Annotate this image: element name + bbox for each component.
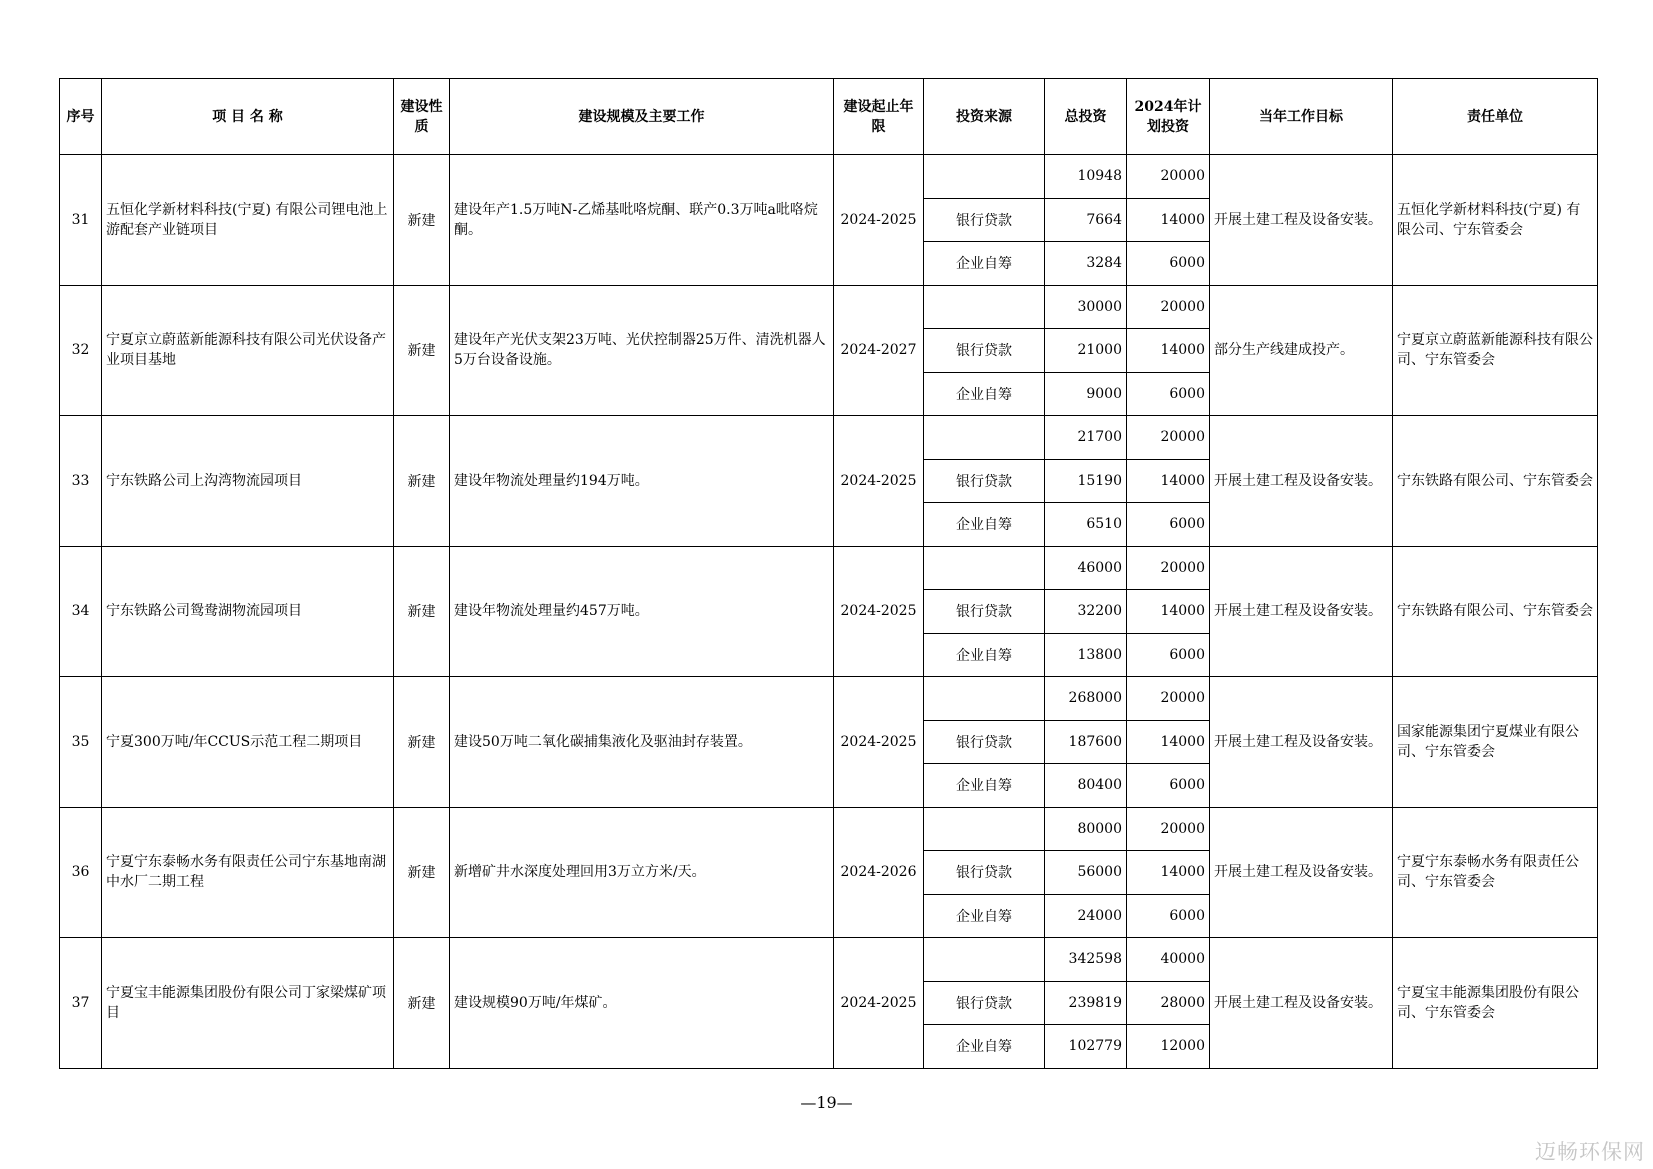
- header-unit: 责任单位: [1393, 79, 1598, 155]
- table-row: [60, 155, 1598, 199]
- cell-source: [924, 546, 1045, 590]
- cell-plan: 20000: [1127, 416, 1210, 460]
- header-plan: 2024年计划投资: [1127, 79, 1210, 155]
- header-row: [60, 79, 1598, 155]
- cell-project-name: 宁夏京立蔚蓝新能源科技有限公司光伏设备产业项目基地: [102, 285, 394, 416]
- cell-total: 13800: [1045, 633, 1127, 677]
- cell-total: 10948: [1045, 155, 1127, 199]
- cell-plan: 14000: [1127, 590, 1210, 634]
- table-row: [60, 938, 1598, 982]
- cell-nature: 新建: [394, 677, 450, 808]
- cell-project-name: 宁夏宁东泰畅水务有限责任公司宁东基地南湖中水厂二期工程: [102, 807, 394, 938]
- cell-total: 9000: [1045, 372, 1127, 416]
- cell-unit: 宁夏宝丰能源集团股份有限公司、宁东管委会: [1393, 938, 1598, 1069]
- cell-source: 银行贷款: [924, 851, 1045, 895]
- cell-period: 2024-2026: [834, 807, 924, 938]
- cell-source: 银行贷款: [924, 590, 1045, 634]
- cell-period: 2024-2025: [834, 155, 924, 286]
- cell-total: 56000: [1045, 851, 1127, 895]
- cell-seq: 35: [60, 677, 102, 808]
- header-name: 项 目 名 称: [102, 79, 394, 155]
- cell-total: 32200: [1045, 590, 1127, 634]
- cell-goal: 部分生产线建成投产。: [1210, 285, 1393, 416]
- cell-plan: 6000: [1127, 242, 1210, 286]
- cell-project-name: 宁夏300万吨/年CCUS示范工程二期项目: [102, 677, 394, 808]
- cell-plan: 40000: [1127, 938, 1210, 982]
- cell-plan: 6000: [1127, 894, 1210, 938]
- cell-total: 21700: [1045, 416, 1127, 460]
- header-goal: 当年工作目标: [1210, 79, 1393, 155]
- cell-seq: 36: [60, 807, 102, 938]
- cell-scope: 建设50万吨二氧化碳捕集液化及驱油封存装置。: [450, 677, 834, 808]
- header-period: 建设起止年限: [834, 79, 924, 155]
- cell-nature: 新建: [394, 416, 450, 547]
- cell-source: [924, 416, 1045, 460]
- cell-period: 2024-2025: [834, 938, 924, 1069]
- cell-total: 30000: [1045, 285, 1127, 329]
- cell-total: 7664: [1045, 198, 1127, 242]
- table-row: [60, 546, 1598, 590]
- cell-goal: 开展土建工程及设备安装。: [1210, 807, 1393, 938]
- cell-unit: 五恒化学新材料科技(宁夏) 有限公司、宁东管委会: [1393, 155, 1598, 286]
- cell-seq: 37: [60, 938, 102, 1069]
- cell-source: 企业自筹: [924, 1025, 1045, 1069]
- cell-nature: 新建: [394, 546, 450, 677]
- cell-source: [924, 807, 1045, 851]
- cell-period: 2024-2025: [834, 416, 924, 547]
- cell-total: 80400: [1045, 764, 1127, 808]
- cell-goal: 开展土建工程及设备安装。: [1210, 677, 1393, 808]
- cell-source: 企业自筹: [924, 503, 1045, 547]
- cell-plan: 14000: [1127, 329, 1210, 373]
- cell-plan: 20000: [1127, 155, 1210, 199]
- cell-unit: 国家能源集团宁夏煤业有限公司、宁东管委会: [1393, 677, 1598, 808]
- cell-source: 企业自筹: [924, 372, 1045, 416]
- cell-total: 187600: [1045, 720, 1127, 764]
- cell-unit: 宁夏京立蔚蓝新能源科技有限公司、宁东管委会: [1393, 285, 1598, 416]
- cell-plan: 6000: [1127, 372, 1210, 416]
- cell-scope: 建设年产1.5万吨N-乙烯基吡咯烷酮、联产0.3万吨a吡咯烷酮。: [450, 155, 834, 286]
- cell-seq: 32: [60, 285, 102, 416]
- header-seq: 序号: [60, 79, 102, 155]
- cell-unit: 宁夏宁东泰畅水务有限责任公司、宁东管委会: [1393, 807, 1598, 938]
- table-row: [60, 416, 1598, 460]
- page-number: —19—: [800, 1093, 853, 1112]
- cell-source: [924, 677, 1045, 721]
- cell-total: 80000: [1045, 807, 1127, 851]
- cell-plan: 14000: [1127, 851, 1210, 895]
- cell-plan: 20000: [1127, 677, 1210, 721]
- cell-nature: 新建: [394, 807, 450, 938]
- cell-total: 3284: [1045, 242, 1127, 286]
- cell-source: 企业自筹: [924, 633, 1045, 677]
- cell-project-name: 宁东铁路公司鸳鸯湖物流园项目: [102, 546, 394, 677]
- cell-plan: 6000: [1127, 764, 1210, 808]
- cell-total: 342598: [1045, 938, 1127, 982]
- header-source: 投资来源: [924, 79, 1045, 155]
- cell-scope: 建设年物流处理量约457万吨。: [450, 546, 834, 677]
- cell-goal: 开展土建工程及设备安装。: [1210, 416, 1393, 547]
- cell-goal: 开展土建工程及设备安装。: [1210, 155, 1393, 286]
- cell-source: [924, 155, 1045, 199]
- cell-total: 46000: [1045, 546, 1127, 590]
- cell-source: 银行贷款: [924, 981, 1045, 1025]
- cell-total: 268000: [1045, 677, 1127, 721]
- cell-plan: 12000: [1127, 1025, 1210, 1069]
- cell-total: 15190: [1045, 459, 1127, 503]
- cell-seq: 31: [60, 155, 102, 286]
- cell-project-name: 宁夏宝丰能源集团股份有限公司丁家梁煤矿项目: [102, 938, 394, 1069]
- project-table: [59, 78, 1598, 1069]
- cell-scope: 新增矿井水深度处理回用3万立方米/天。: [450, 807, 834, 938]
- table-row: [60, 807, 1598, 851]
- cell-plan: 20000: [1127, 546, 1210, 590]
- cell-total: 102779: [1045, 1025, 1127, 1069]
- table-row: [60, 285, 1598, 329]
- header-nature: 建设性质: [394, 79, 450, 155]
- cell-scope: 建设年物流处理量约194万吨。: [450, 416, 834, 547]
- cell-period: 2024-2025: [834, 677, 924, 808]
- header-scope: 建设规模及主要工作: [450, 79, 834, 155]
- cell-plan: 20000: [1127, 285, 1210, 329]
- cell-seq: 33: [60, 416, 102, 547]
- cell-period: 2024-2025: [834, 546, 924, 677]
- cell-goal: 开展土建工程及设备安装。: [1210, 938, 1393, 1069]
- cell-plan: 6000: [1127, 503, 1210, 547]
- cell-plan: 14000: [1127, 198, 1210, 242]
- header-total: 总投资: [1045, 79, 1127, 155]
- cell-source: 银行贷款: [924, 198, 1045, 242]
- cell-total: 239819: [1045, 981, 1127, 1025]
- table-row: [60, 677, 1598, 721]
- cell-unit: 宁东铁路有限公司、宁东管委会: [1393, 546, 1598, 677]
- cell-nature: 新建: [394, 938, 450, 1069]
- cell-goal: 开展土建工程及设备安装。: [1210, 546, 1393, 677]
- cell-project-name: 五恒化学新材料科技(宁夏) 有限公司锂电池上游配套产业链项目: [102, 155, 394, 286]
- cell-source: [924, 938, 1045, 982]
- cell-plan: 28000: [1127, 981, 1210, 1025]
- watermark-logo: 迈畅环保网: [1535, 1140, 1645, 1164]
- cell-plan: 20000: [1127, 807, 1210, 851]
- cell-seq: 34: [60, 546, 102, 677]
- cell-period: 2024-2027: [834, 285, 924, 416]
- cell-total: 24000: [1045, 894, 1127, 938]
- cell-nature: 新建: [394, 285, 450, 416]
- cell-scope: 建设规模90万吨/年煤矿。: [450, 938, 834, 1069]
- cell-scope: 建设年产光伏支架23万吨、光伏控制器25万件、清洗机器人5万台设备设施。: [450, 285, 834, 416]
- cell-source: 银行贷款: [924, 329, 1045, 373]
- cell-plan: 6000: [1127, 633, 1210, 677]
- cell-source: 企业自筹: [924, 242, 1045, 286]
- cell-total: 21000: [1045, 329, 1127, 373]
- cell-plan: 14000: [1127, 459, 1210, 503]
- cell-total: 6510: [1045, 503, 1127, 547]
- cell-source: 银行贷款: [924, 720, 1045, 764]
- cell-source: 银行贷款: [924, 459, 1045, 503]
- cell-project-name: 宁东铁路公司上沟湾物流园项目: [102, 416, 394, 547]
- cell-nature: 新建: [394, 155, 450, 286]
- cell-source: 企业自筹: [924, 764, 1045, 808]
- cell-source: 企业自筹: [924, 894, 1045, 938]
- cell-unit: 宁东铁路有限公司、宁东管委会: [1393, 416, 1598, 547]
- cell-plan: 14000: [1127, 720, 1210, 764]
- cell-source: [924, 285, 1045, 329]
